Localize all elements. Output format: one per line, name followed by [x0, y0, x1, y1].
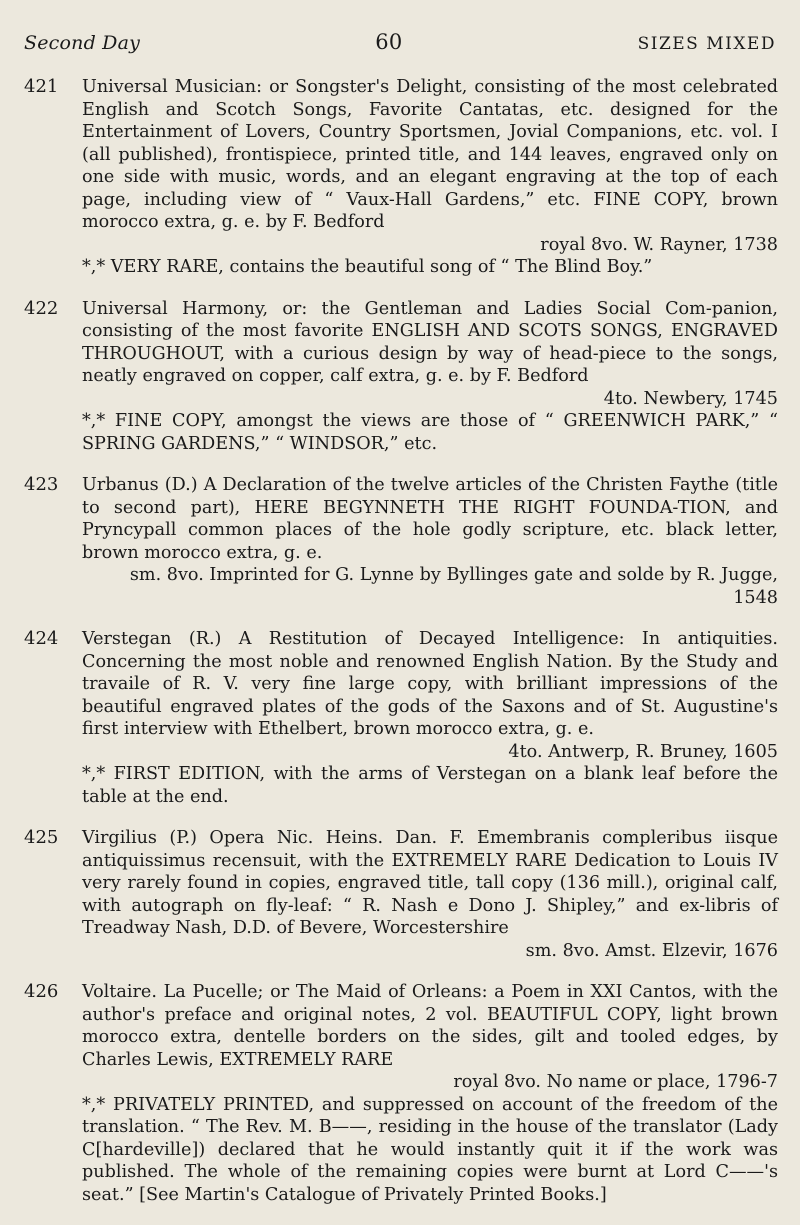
header-day: Second Day [24, 32, 141, 54]
catalogue-entry [24, 76, 778, 279]
lot-number: 421 [24, 76, 59, 97]
lot-imprint: 4to. Newbery, 1745 [603, 388, 778, 409]
lot-note: *,* PRIVATELY PRINTED, and suppressed on account of the freedom of the translation. “ The Rev. M. B——, residing in the house of the translator (Lady C[hardeville]) declared that he would instantly quit it if the work was published. The whole of the remaining copies were burnt at Lord C——'s seat.” [See Martin's Catalogue of Privately Printed Books.] [82, 1094, 778, 1205]
catalogue-entry [24, 474, 778, 609]
lot-note: *,* FIRST EDITION, with the arms of Verstegan on a blank leaf before the table at the end. [82, 764, 778, 807]
lot-number: 422 [24, 297, 59, 319]
catalogue-entry [24, 628, 778, 808]
page-header [24, 30, 776, 54]
lot-description: Voltaire. La Pucelle; or The Maid of Orleans: a Poem in XXI Cantos, with the author's preface and original notes, 2 vol. BEAUTIFUL COPY, light brown morocco extra, dentelle borders on the sides, gilt and tooled edges, by Charles Lewis, EXTREMELY RARE [82, 982, 778, 1070]
lot-number: 423 [24, 474, 59, 495]
header-section: SIZES MIXED [637, 34, 776, 54]
lot-note: *,* FINE COPY, amongst the views are those of “ GREENWICH PARK,” “ SPRING GARDENS,” “ WINDSOR,” etc. [82, 411, 778, 454]
lot-imprint: royal 8vo. No name or place, 1796-7 [453, 1072, 778, 1092]
lot-description: Universal Harmony, or: the Gentleman and Ladies Social Com-panion, consisting of the most favorite ENGLISH AND SCOTS SONGS, ENGRAVED THROUGHOUT, with a curious design by way of head-piece to the songs, neatly engraved on copper, calf extra, g. e. by F. Bedford [82, 298, 778, 386]
lot-imprint: sm. 8vo. Imprinted for G. Lynne by Byllinges gate and solde by R. Jugge, 1548 [129, 565, 778, 608]
lot-description: Virgilius (P.) Opera Nic. Heins. Dan. F. Emembranis compleribus iisque antiquissimus recensuit, with the EXTREMELY RARE Dedication to Louis IV very rarely found in copies, engraved title, tall copy (136 mill.), original calf, with autograph on fly-leaf: “ R. Nash e Dono J. Shipley,” and ex-libris of Treadway Nash, D.D. of Bevere, Worcestershire [82, 828, 778, 938]
lot-imprint: sm. 8vo. Amst. Elzevir, 1676 [525, 940, 778, 961]
page-number: 60 [375, 30, 403, 54]
catalogue-entry [24, 981, 778, 1206]
lot-number: 424 [24, 628, 59, 649]
lot-description: Urbanus (D.) A Declaration of the twelve articles of the Christen Faythe (title to second part), HERE BEGYNNETH THE RIGHT FOUNDA-TION, and Prynсypall common places of the hole godly scripture, etc. black letter, brown morocco extra, g. e. [82, 475, 778, 563]
lot-number: 426 [24, 981, 59, 1002]
lot-number: 425 [24, 827, 59, 848]
lot-note: *,* VERY RARE, contains the beautiful song of “ The Blind Boy.” [82, 257, 653, 277]
lot-description: Verstegan (R.) A Restitution of Decayed Intelligence: In antiquities. Concerning the most noble and renowned English Nation. By the Study and travaile of R. V. very fine large copy, with brilliant impressions of the beautiful engraved plates of the gods of the Saxons and of St. Augustine's first interview with Ethelbert, brown morocco extra, g. e. [82, 629, 778, 739]
catalogue-entry [24, 827, 778, 962]
catalogue-entries [24, 76, 778, 1225]
lot-imprint: royal 8vo. W. Rayner, 1738 [540, 234, 778, 255]
lot-description: Universal Musician: or Songster's Delight, consisting of the most celebrated English and Scotch Songs, Favorite Cantatas, etc. designed for the Entertainment of Lovers, Country Sportsmen, Jovial Companions, etc. vol. I (all published), frontispiece, printed title, and 144 leaves, engraved only on one side with music, words, and an elegant engraving at the top of each page, including view of “ Vaux-Hall Gardens,” etc. FINE COPY, brown morocco extra, g. e. by F. Bedford [82, 77, 778, 232]
lot-imprint: 4to. Antwerp, R. Bruney, 1605 [508, 741, 778, 762]
catalogue-entry [24, 298, 778, 456]
